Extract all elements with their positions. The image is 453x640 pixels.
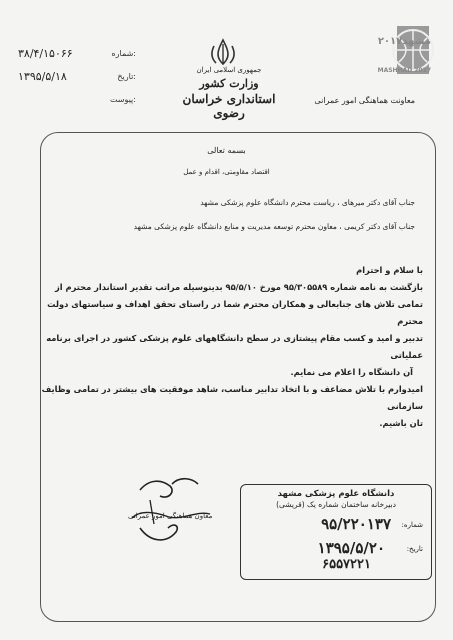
receipt-stamp (240, 484, 432, 580)
bismillah: بسمه تعالی (207, 146, 246, 155)
stamp-extra-value: ۶۵۵۷۲۲۱ (322, 557, 371, 572)
logo-title: مشهد۲۰۱۷ (377, 36, 431, 47)
meta-number-label: شماره: (111, 49, 136, 58)
stamp-date-value: ۱۳۹۵/۵/۲۰ (317, 539, 385, 557)
greeting: با سلام و احترام (356, 265, 423, 275)
meta-attachment-label: پیوست: (109, 95, 136, 104)
paragraph-1-line-3: تدبیر و امید و کسب مقام پیشتازی در سطح دانشگاههای علوم پزشکی کشور در اجرای برنامه عملیاتی (46, 333, 423, 360)
logo-text (378, 36, 431, 74)
governorate-title: استانداری خراسان رضوی (182, 92, 276, 120)
stamp-date-label: تاریخ: (406, 545, 423, 553)
meta-date-row (18, 65, 136, 88)
meta-attachment-row (18, 88, 136, 111)
paragraph-1-line-4: آن دانشگاه را اعلام می نمایم. (290, 367, 413, 377)
stamp-subtitle: دبیرخانه ساختمان شماره یک (قریشی) (276, 500, 396, 509)
handwritten-signature (110, 470, 260, 550)
paragraph-2-line-1: امیدوارم با تلاش مضاعف و با اتخاذ تدابیر مناسب، شاهد موفقیت های بیشتر در تمامی وظایف سازمانی (41, 384, 423, 411)
addressee-1: جناب آقای دکتر میرهای ، ریاست محترم دانشگاه علوم پزشکی مشهد (200, 198, 415, 207)
letter-metadata (18, 42, 136, 111)
republic-title: جمهوری اسلامی ایران (196, 66, 262, 74)
signatory-role: معاون هماهنگی امور عمرانی (128, 512, 213, 520)
iran-emblem-icon (200, 38, 246, 66)
meta-number-row (18, 42, 136, 65)
paragraph-1-line-2: تمامی تلاش های جنابعالی و همکاران محترم شما در راستای تحقق اهداف و سیاستهای دولت محترم (47, 299, 423, 326)
motto: اقتصاد مقاومتی، اقدام و عمل (183, 168, 270, 176)
stamp-title: دانشگاه علوم پزشکی مشهد (277, 489, 395, 499)
stamp-number-label: شماره: (401, 521, 423, 529)
stamp-number-value: ۹۵/۲۲۰۱۳۷ (321, 515, 391, 533)
department-name: معاونت هماهنگی امور عمرانی (314, 96, 415, 105)
meta-number-value: ۳۸/۴/۱۵۰۶۶ (18, 47, 73, 60)
letter-body (29, 262, 423, 432)
meta-date-value: ۱۳۹۵/۵/۱۸ (18, 70, 67, 83)
ministry-header (170, 66, 288, 120)
addressee-2: جناب آقای دکتر کریمی ، معاون محترم توسعه مدیریت و منابع دانشگاه علوم پزشکی مشهد (133, 222, 415, 231)
paragraph-1-line-1: بازگشت به نامه شماره ۹۵/۳۰۵۵۸۹ مورخ ۹۵/۵/۱۰ بدینوسیله مراتب تقدیر استاندار محترم از (55, 282, 423, 292)
logo-caption: MASHHAD 2017 (377, 67, 431, 74)
paragraph-2-line-2: تان باشیم. (379, 418, 423, 428)
ministry-title: وزارت کشور (199, 77, 259, 90)
meta-date-label: تاریخ: (117, 72, 136, 81)
